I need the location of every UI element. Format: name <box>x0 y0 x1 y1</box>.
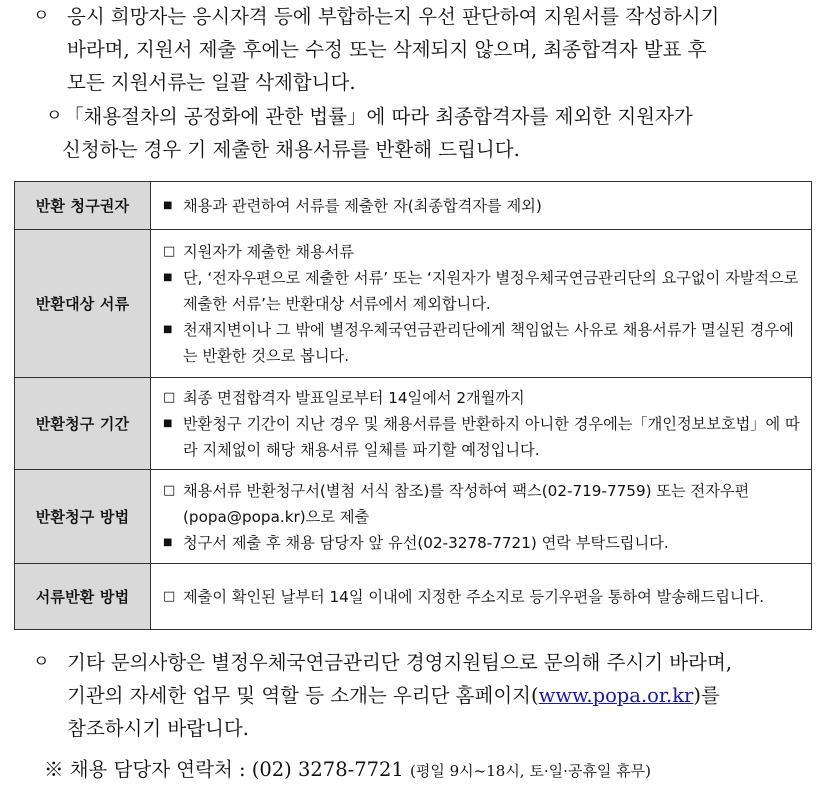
empty-square-bullet-icon: □ <box>163 389 176 405</box>
contact-hours-note: (평일 9시~18시, 토·일·공휴일 휴무) <box>410 762 651 780</box>
text-line: 응시 희망자는 응시자격 등에 부합하는지 우선 판단하여 지원서를 작성하시기 <box>67 5 720 28</box>
item-text: 천재지변이나 그 밖에 별정우체국연금관리단에게 책임없는 사유로 채용서류가 멸실된 경우에는 반환한 것으로 봅니다. <box>183 320 794 365</box>
row-label: 반환청구 기간 <box>15 378 151 470</box>
row-content <box>151 182 812 230</box>
empty-square-bullet-icon: □ <box>163 588 176 604</box>
filled-square-bullet-icon: ■ <box>163 271 173 283</box>
item-text: 반환청구 기간이 지난 경우 및 채용서류를 반환하지 아니한 경우에는「개인정보보호법」에 따라 지체없이 해당 채용서류 일체를 파기할 예정입니다. <box>183 414 800 459</box>
table-row <box>15 378 812 470</box>
item-text: 채용서류 반환청구서(별첨 서식 참조)를 작성하여 팩스(02-719-7759) 또는 전자우편(popa@popa.kr)으로 제출 <box>183 481 750 526</box>
text-line: 모든 지원서류는 일괄 삭제합니다. <box>67 71 356 94</box>
text-line <box>67 679 810 712</box>
list-item <box>163 584 801 610</box>
table-row <box>15 182 812 230</box>
list-item <box>163 193 801 219</box>
contact-line <box>44 754 651 782</box>
text-line: 「채용절차의 공정화에 관한 법률」에 따라 최종합격자를 제외한 지원자가 <box>64 105 693 128</box>
row-content <box>151 230 812 378</box>
filled-square-bullet-icon: ■ <box>163 536 173 548</box>
list-item <box>163 530 801 556</box>
homepage-link[interactable]: www.popa.or.kr <box>538 684 694 707</box>
row-content <box>151 564 812 630</box>
list-item <box>163 239 801 265</box>
text-line: 기타 문의사항은 별정우체국연금관리단 경영지원팀으로 문의해 주시기 바라며, <box>67 651 733 674</box>
row-label: 반환청구 방법 <box>15 470 151 564</box>
contact-phone: ※ 채용 담당자 연락처 : (02) 3278-7721 <box>44 758 404 781</box>
circle-bullet-icon: ㅇ <box>33 6 50 26</box>
text-line: 참조하시기 바랍니다. <box>67 717 249 740</box>
item-text: 청구서 제출 후 채용 담당자 앞 유선(02-3278-7721) 연락 부탁드립니다. <box>183 533 669 552</box>
filled-square-bullet-icon: ■ <box>163 417 173 429</box>
list-item <box>163 478 801 530</box>
row-content <box>151 470 812 564</box>
table-row <box>15 470 812 564</box>
circle-bullet-icon: ㅇ <box>33 652 50 672</box>
list-item <box>163 317 801 369</box>
document-return-table <box>14 181 812 630</box>
table-row <box>15 564 812 630</box>
intro-paragraph-2 <box>46 100 810 166</box>
item-text: 제출이 확인된 날부터 14일 이내에 지정한 주소지로 등기우편을 통하여 발송해드립니다. <box>183 587 765 606</box>
empty-square-bullet-icon: □ <box>163 482 176 498</box>
text-line: 신청하는 경우 기 제출한 채용서류를 반환해 드립니다. <box>62 138 520 161</box>
list-item <box>163 411 801 463</box>
item-text: 지원자가 제출한 채용서류 <box>183 242 355 261</box>
item-text: 최종 면접합격자 발표일로부터 14일에서 2개월까지 <box>183 388 525 407</box>
empty-square-bullet-icon: □ <box>163 243 176 259</box>
item-text: 단, ‘전자우편으로 제출한 서류’ 또는 ‘지원자가 별정우체국연금관리단의 요구없이 자발적으로 제출한 서류’는 반환대상 서류에서 제외합니다. <box>183 268 799 313</box>
row-label: 반환 청구권자 <box>15 182 151 230</box>
filled-square-bullet-icon: ■ <box>163 323 173 335</box>
text-segment: 기관의 자세한 업무 및 역할 등 소개는 우리단 홈페이지( <box>67 684 539 707</box>
row-label: 서류반환 방법 <box>15 564 151 630</box>
table-row <box>15 230 812 378</box>
intro-paragraph-1 <box>33 0 810 99</box>
closing-paragraph <box>33 646 810 745</box>
row-content <box>151 378 812 470</box>
list-item <box>163 385 801 411</box>
row-label: 반환대상 서류 <box>15 230 151 378</box>
text-line: 바라며, 지원서 제출 후에는 수정 또는 삭제되지 않으며, 최종합격자 발표 후 <box>67 38 707 61</box>
list-item <box>163 265 801 317</box>
circle-bullet-icon: ㅇ <box>46 106 63 126</box>
filled-square-bullet-icon: ■ <box>163 199 173 211</box>
text-segment: )를 <box>693 684 720 707</box>
item-text: 채용과 관련하여 서류를 제출한 자(최종합격자를 제외) <box>183 196 542 215</box>
